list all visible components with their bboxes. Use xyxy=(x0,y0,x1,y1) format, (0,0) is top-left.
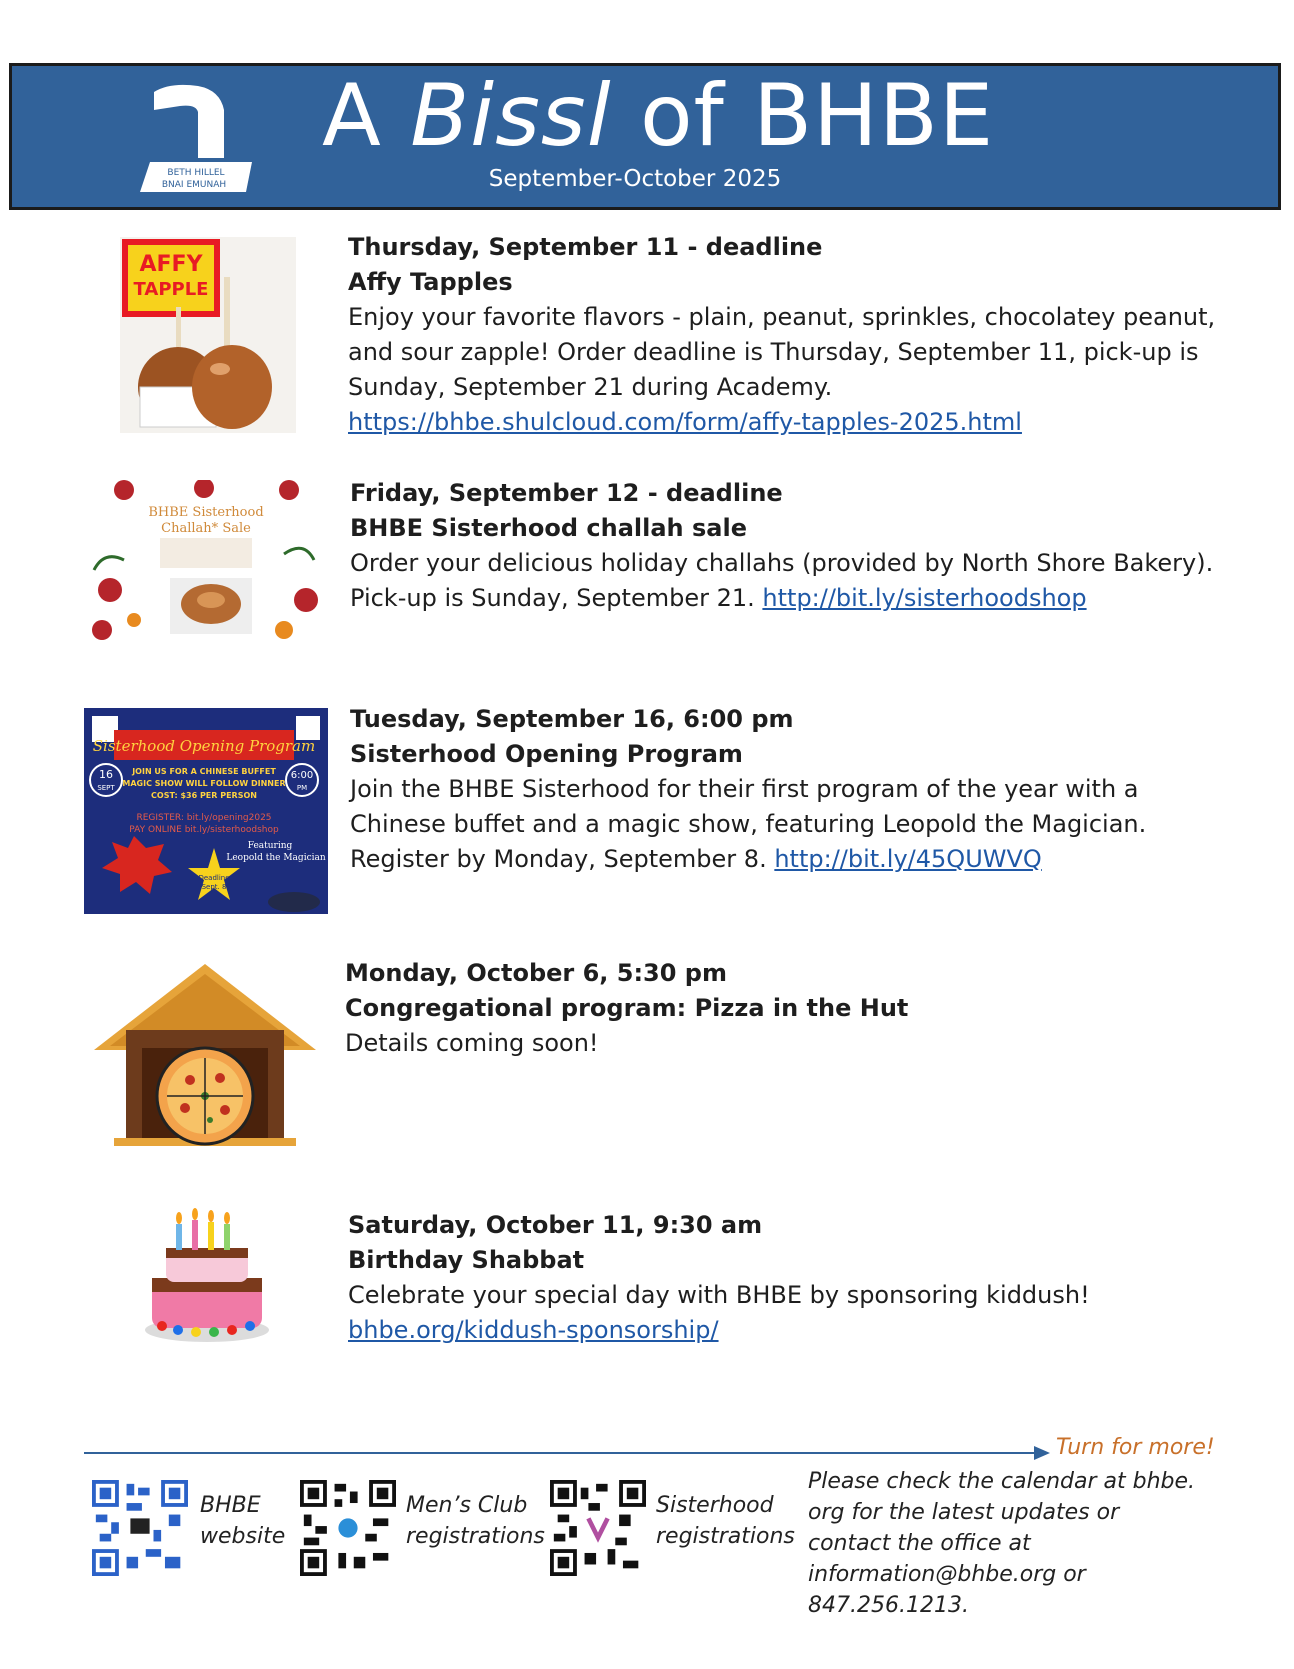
opening-label-3: MAGIC SHOW WILL FOLLOW DINNER xyxy=(122,779,286,788)
event-description-text: Order your delicious holiday challahs (provided by North Shore Bakery). Pick-up is Sunday, September 21. xyxy=(350,549,1214,612)
page-title xyxy=(322,66,1002,166)
qr-label-line-1: BHBE xyxy=(200,1493,261,1518)
opening-date: 16 xyxy=(99,768,113,781)
event-title: Affy Tapples xyxy=(348,268,513,296)
event-birthday-shabbat xyxy=(348,1208,1228,1348)
title-rest: of BHBE xyxy=(639,66,995,166)
event-description-text: Join the BHBE Sisterhood for their first program of the year with a Chinese buffet and a magic show, featuring Leopold the Magician. Register by Monday, September 8. xyxy=(350,775,1147,873)
affy-tapples-image xyxy=(120,237,296,433)
qr-label-line-2: registrations xyxy=(656,1524,795,1549)
opening-label-8: Leopold the Magician xyxy=(226,853,326,863)
event-link[interactable]: http://bit.ly/45QUWVQ xyxy=(774,845,1042,873)
event-challah-sale xyxy=(350,476,1230,616)
opening-deadline: Deadline xyxy=(198,874,230,882)
bhbe-logo xyxy=(140,80,258,195)
event-title: Congregational program: Pizza in the Hut xyxy=(345,994,909,1022)
challah-sale-image xyxy=(84,480,328,656)
qr-label-mens-club xyxy=(406,1490,545,1552)
event-description: Celebrate your special day with BHBE by sponsoring kiddush! xyxy=(348,1281,1090,1309)
opening-month: SEPT xyxy=(97,784,115,792)
opening-label-6: PAY ONLINE bit.ly/sisterhoodshop xyxy=(129,825,279,835)
qr-label-line-2: website xyxy=(200,1524,286,1549)
event-link[interactable]: bhbe.org/kiddush-sponsorship/ xyxy=(348,1316,719,1344)
qr-label-sisterhood xyxy=(656,1490,795,1552)
challah-label-2: Challah* Sale xyxy=(161,521,251,536)
event-affy-tapples xyxy=(348,230,1228,440)
event-date: Friday, September 12 - deadline xyxy=(350,479,783,507)
logo-text-2: BNAI EMUNAH xyxy=(161,180,227,190)
opening-deadline-date: Sept. 8 xyxy=(201,883,227,891)
turn-for-more: Turn for more! xyxy=(1056,1435,1215,1460)
event-title: BHBE Sisterhood challah sale xyxy=(350,514,747,542)
title-a: A xyxy=(322,66,382,166)
event-date: Thursday, September 11 - deadline xyxy=(348,233,823,261)
sisterhood-opening-image xyxy=(84,708,328,914)
event-date: Monday, October 6, 5:30 pm xyxy=(345,959,727,987)
event-link[interactable]: https://bhbe.shulcloud.com/form/affy-tapples-2025.html xyxy=(348,408,1022,436)
page-subtitle: September-October 2025 xyxy=(488,166,782,192)
tapple-label: TAPPLE xyxy=(133,279,209,300)
title-bissl: Bissl xyxy=(410,66,612,166)
opening-label-2: JOIN US FOR A CHINESE BUFFET xyxy=(132,767,276,776)
event-sisterhood-opening xyxy=(350,702,1230,877)
opening-label-1: Sisterhood Opening Program xyxy=(92,737,316,755)
event-pizza-in-the-hut xyxy=(345,956,1225,1061)
qr-label-line-1: Sisterhood xyxy=(656,1493,774,1518)
mens-club-qr-code[interactable] xyxy=(300,1480,396,1576)
challah-label-1: BHBE Sisterhood xyxy=(148,505,264,520)
opening-label-7: Featuring xyxy=(247,841,293,851)
bhbe-website-qr-code[interactable] xyxy=(92,1480,188,1576)
footer-note: Please check the calendar at bhbe. org for the latest updates or contact the office at information@bhbe.org or 847.256.1213. xyxy=(808,1469,1196,1618)
arrow-right-icon xyxy=(1034,1446,1050,1460)
sisterhood-qr-code[interactable] xyxy=(550,1480,646,1576)
qr-label-line-1: Men’s Club xyxy=(406,1493,528,1518)
event-date: Saturday, October 11, 9:30 am xyxy=(348,1211,763,1239)
opening-label-4: COST: $36 PER PERSON xyxy=(151,791,257,800)
event-description: Details coming soon! xyxy=(345,1029,599,1057)
qr-label-bhbe xyxy=(200,1490,285,1552)
opening-ampm: PM xyxy=(296,784,308,792)
event-description xyxy=(350,546,1230,616)
qr-label-line-2: registrations xyxy=(406,1524,545,1549)
event-title: Birthday Shabbat xyxy=(348,1246,585,1274)
opening-time: 6:00 xyxy=(290,770,314,781)
logo-text-1: BETH HILLEL xyxy=(167,168,225,178)
footer-divider xyxy=(84,1452,1044,1454)
event-date: Tuesday, September 16, 6:00 pm xyxy=(350,705,794,733)
event-link[interactable]: http://bit.ly/sisterhoodshop xyxy=(762,584,1087,612)
event-description: Enjoy your favorite flavors - plain, peanut, sprinkles, chocolatey peanut, and sour zapple! Order deadline is Thursday, September 11, pick-up is Sunday, September 21 during Academy. xyxy=(348,303,1216,401)
event-description xyxy=(350,772,1230,877)
pizza-hut-image xyxy=(90,960,320,1150)
affy-label: AFFY xyxy=(139,252,203,277)
opening-label-5: REGISTER: bit.ly/opening2025 xyxy=(136,813,272,823)
event-title: Sisterhood Opening Program xyxy=(350,740,743,768)
birthday-cake-image xyxy=(142,1208,272,1344)
